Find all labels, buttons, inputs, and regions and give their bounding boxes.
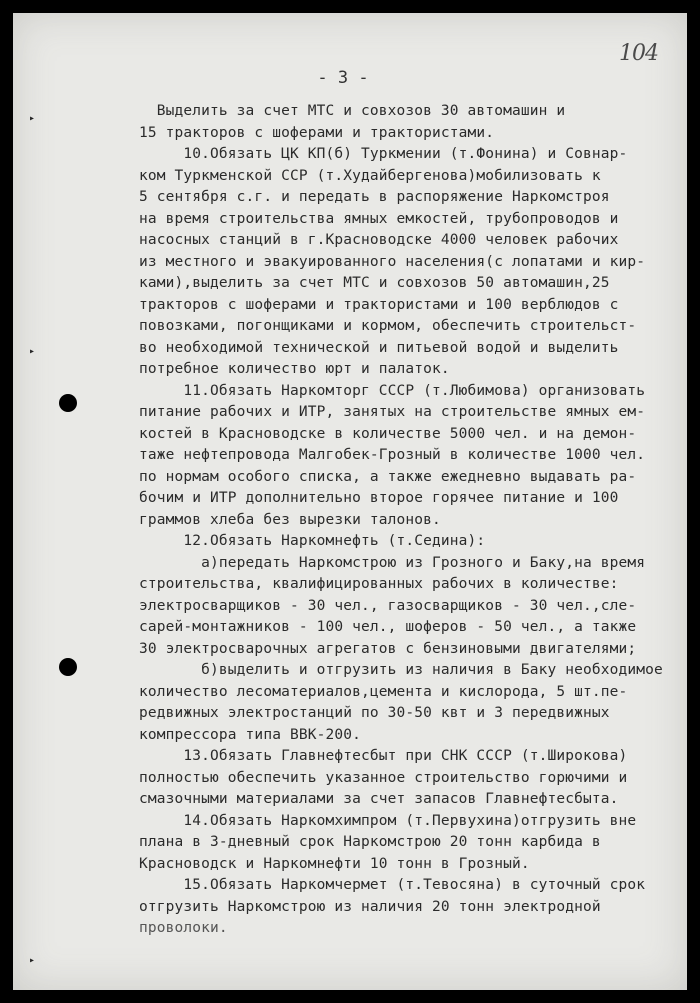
text-line: отгрузить Наркомстрою из наличия 20 тонн электродной: [139, 898, 601, 915]
text-line: проволоки.: [139, 920, 228, 936]
text-line: Красноводск и Наркомнефти 10 тонн в Грозный.: [139, 855, 530, 872]
punch-hole: [59, 394, 77, 412]
text-line: 14.Обязать Наркомхимпром (т.Первухина)отгрузить вне: [139, 812, 637, 829]
text-line: смазочными материалами за счет запасов Главнефтесбыта.: [139, 791, 619, 807]
text-line: полностью обеспечить указанное строительство горючими и: [139, 769, 628, 786]
text-line: тракторов с шоферами и трактористами и 100 верблюдов с: [139, 296, 619, 313]
text-line: из местного и эвакуированного населения(с лопатами и кир-: [139, 253, 646, 270]
page-number: - 3 -: [317, 68, 369, 88]
text-line: 12.Обязать Наркомнефть (т.Седина):: [139, 533, 486, 549]
margin-mark: ▸: [29, 113, 36, 124]
text-line: 5 сентября с.г. и передать в распоряжение Наркомстроя: [139, 189, 610, 205]
text-line: по нормам особого списка, а также ежедневно выдавать ра-: [139, 468, 637, 485]
text-line: во необходимой технической и питьевой водой и выделить: [139, 339, 619, 356]
text-line: плана в 3-дневный срок Наркомстрою 20 тонн карбида в: [139, 834, 601, 850]
document-sheet: [13, 13, 687, 990]
text-line: электросварщиков - 30 чел., газосварщиков - 30 чел.,сле-: [139, 597, 637, 614]
text-line: 11.Обязать Наркомторг СССР (т.Любимова) организовать: [139, 382, 646, 399]
text-line: Выделить за счет МТС и совхозов 30 автомашин и: [139, 103, 566, 119]
text-line: 15.Обязать Наркомчермет (т.Тевосяна) в суточный срок: [139, 877, 646, 893]
folio-number: 104: [619, 41, 658, 66]
text-line: б)выделить и отгрузить из наличия в Баку необходимое: [139, 662, 663, 678]
text-line: питание рабочих и ИТР, занятых на строительстве ямных ем-: [139, 404, 646, 420]
text-line: ком Туркменской ССР (т.Худайбергенова)мобилизовать к: [139, 167, 601, 184]
text-line: на время строительства ямных емкостей, трубопроводов и: [139, 210, 619, 227]
margin-mark: ▸: [29, 955, 36, 966]
text-line: а)передать Наркомстрою из Грозного и Баку,на время: [139, 554, 646, 571]
text-line: 15 тракторов с шоферами и трактористами.: [139, 124, 495, 141]
document-body: [139, 101, 687, 940]
text-line: редвижных электростанций по 30-50 квт и 3 передвижных: [139, 705, 610, 721]
text-line: граммов хлеба без вырезки талонов.: [139, 511, 441, 528]
text-line: потребное количество юрт и палаток.: [139, 361, 450, 377]
text-line: повозками, погонщиками и кормом, обеспечить строительст-: [139, 318, 637, 334]
text-line: насосных станций в г.Красноводске 4000 человек рабочих: [139, 232, 619, 248]
text-line: 10.Обязать ЦК КП(б) Туркмении (т.Фонина) и Совнар-: [139, 146, 628, 162]
text-line: 30 электросварочных агрегатов с бензиновыми двигателями;: [139, 640, 637, 657]
text-line: ками),выделить за счет МТС и совхозов 50 автомашин,25: [139, 275, 610, 291]
text-line: бочим и ИТР дополнительно второе горячее питание и 100: [139, 490, 619, 506]
text-line: сарей-монтажников - 100 чел., шоферов - 50 чел., а также: [139, 619, 637, 635]
text-line: компрессора типа ВВК-200.: [139, 726, 361, 743]
margin-mark: ▸: [29, 346, 36, 357]
punch-hole: [59, 658, 77, 676]
text-line: количество лесоматериалов,цемента и кислорода, 5 шт.пе-: [139, 683, 628, 700]
text-line: 13.Обязать Главнефтесбыт при СНК СССР (т.Широкова): [139, 748, 628, 764]
text-line: костей в Красноводске в количестве 5000 чел. и на демон-: [139, 425, 637, 442]
text-line: таже нефтепровода Малгобек-Грозный в количестве 1000 чел.: [139, 447, 646, 463]
text-line: строительства, квалифицированных рабочих в количестве:: [139, 576, 619, 592]
